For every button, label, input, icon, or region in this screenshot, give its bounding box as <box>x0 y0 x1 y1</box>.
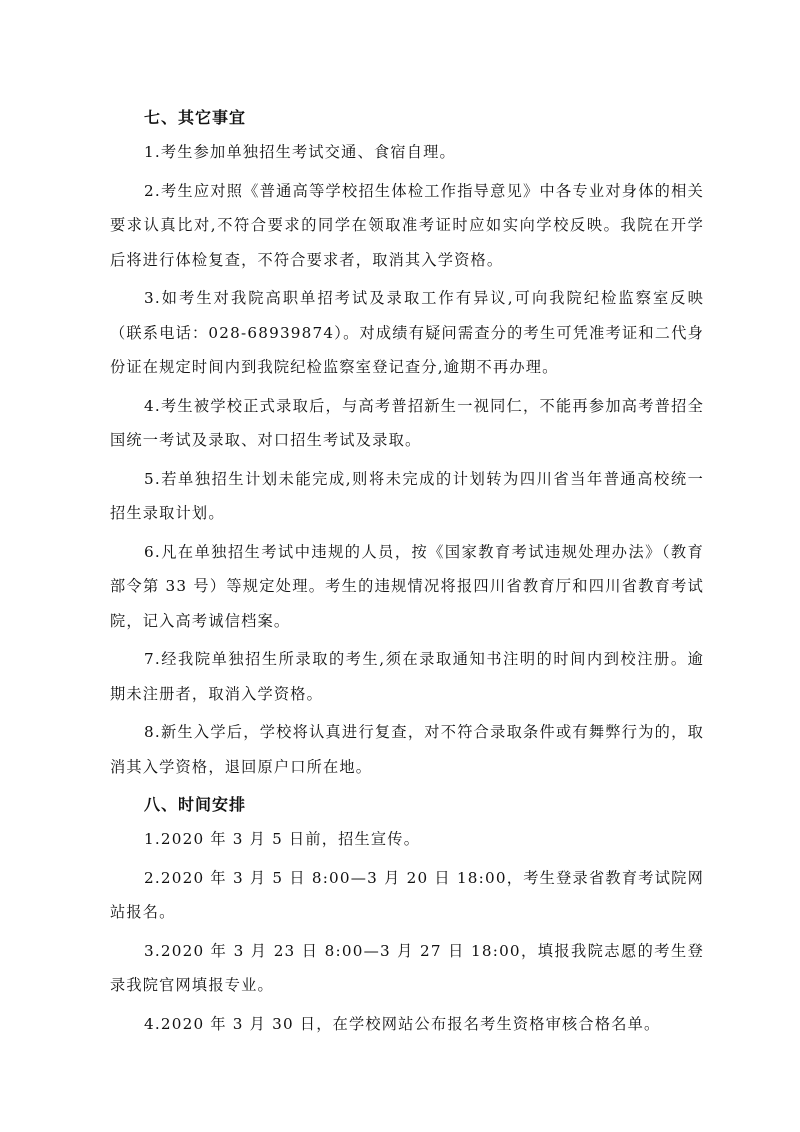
paragraph-item: 2.2020 年 3 月 5 日 8:00—3 月 20 日 18:00，考生登录省教育考试院网站报名。 <box>110 868 704 921</box>
paragraph-item: 2.考生应对照《普通高等学校招生体检工作指导意见》中各专业对身体的相关要求认真比对,不符合要求的同学在领取准考证时应如实向学校反映。我院在开学后将进行体检复查，不符合要求者，取消其入学资格。 <box>110 181 704 269</box>
paragraph-item: 8.新生入学后，学校将认真进行复查，对不符合录取条件或有舞弊行为的，取消其入学资格，退回原户口所在地。 <box>110 723 704 776</box>
paragraph-item: 3.2020 年 3 月 23 日 8:00—3 月 27 日 18:00，填报我院志愿的考生登录我院官网填报专业。 <box>110 941 704 994</box>
section-heading-schedule: 八、时间安排 <box>144 795 247 814</box>
section-heading-other-matters: 七、其它事宜 <box>144 108 247 127</box>
paragraph-item: 1.考生参加单独招生考试交通、食宿自理。 <box>144 143 456 161</box>
paragraph-item: 7.经我院单独招生所录取的考生,须在录取通知书注明的时间内到校注册。逾期未注册者，取消入学资格。 <box>110 650 704 703</box>
paragraph-item: 5.若单独招生计划未能完成,则将未完成的计划转为四川省当年普通高校统一招生录取计划。 <box>110 469 704 522</box>
document-body <box>110 101 704 1045</box>
paragraph-item: 1.2020 年 3 月 5 日前，招生宣传。 <box>144 830 421 848</box>
paragraph-item: 6.凡在单独招生考试中违规的人员，按《国家教育考试违规处理办法》（教育部令第 33 号）等规定处理。考生的违规情况将报四川省教育厅和四川省教育考试院，记入高考诚信档案。 <box>110 542 704 630</box>
paragraph-item: 3.如考生对我院高职单招考试及录取工作有异议,可向我院纪检监察室反映（联系电话：028-68939874）。对成绩有疑问需查分的考生可凭准考证和二代身份证在规定时间内到我院纪检监察室登记查分,逾期不再办理。 <box>110 289 704 376</box>
paragraph-item: 4.2020 年 3 月 30 日，在学校网站公布报名考生资格审核合格名单。 <box>144 1014 661 1033</box>
paragraph-item: 4.考生被学校正式录取后，与高考普招新生一视同仁，不能再参加高考普招全国统一考试及录取、对口招生考试及录取。 <box>110 396 704 449</box>
